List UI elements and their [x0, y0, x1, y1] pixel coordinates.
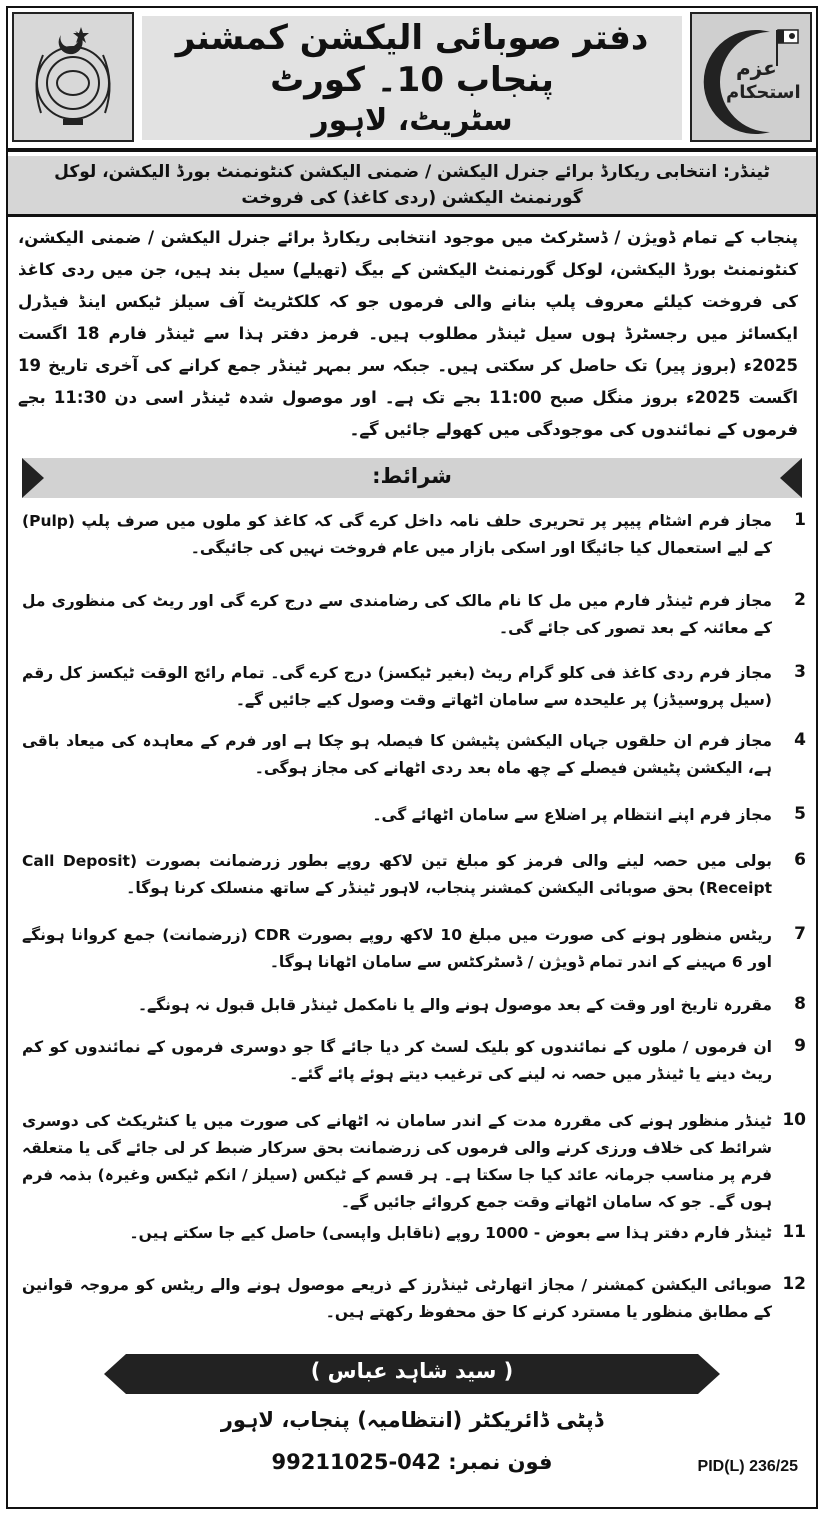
condition-number: 8 — [794, 994, 806, 1014]
logo-text-istehkam: استحکام — [726, 82, 801, 103]
condition-text: صوبائی الیکشن کمشنر / مجاز اتھارٹی ٹینڈرز کے ذریعے موصول ہونے والے ریٹس کو مروجہ قوانین کے مطابق منظور یا مسترد کرنے کا حق محفوظ رکھتے ہیں۔ — [22, 1276, 772, 1321]
title-band — [142, 16, 682, 140]
condition-text: بولی میں حصہ لینے والی فرمز کو مبلغ تین لاکھ روپے بطور زرضمانت بصورت (Call Deposit Receipt) بحق صوبائی الیکشن کمشنر پنجاب، لاہور ٹینڈر کے ساتھ منسلک کرنا ہوگا۔ — [22, 852, 772, 897]
pid-reference: PID(L) 236/25 — [697, 1458, 798, 1475]
condition-text: ریٹس منظور ہونے کی صورت میں مبلغ 10 لاکھ روپے بصورت CDR (زرضمانت) جمع کروانا ہونگے اور 6 مہینے کے اندر تمام ڈویژن / ڈسٹرکٹس سے سامان اٹھانا ہوگا۔ — [22, 926, 772, 971]
condition-number: 3 — [794, 662, 806, 682]
signature-banner — [104, 1354, 720, 1394]
condition-number: 12 — [782, 1274, 806, 1294]
divider — [8, 148, 816, 152]
conditions-heading: شرائط: — [372, 464, 452, 488]
condition-text: ٹینڈر منظور ہونے کی مقررہ مدت کے اندر سامان نہ اٹھانے کی صورت میں یا کنٹریکٹ کی دوسری شرائط کی خلاف ورزی کرنے والی فرموں کی زرضمانت بحق سرکار ضبط کر لی جائے گی یا متعلقہ فرم پر مناسب جرمانہ عائد کیا جا سکتا ہے۔ ہر قسم کے ٹیکس (سیلز / انکم ٹیکس وغیرہ) بذمہ فرم ہوں گے۔ جو کہ سامان اٹھاتے وقت جمع کروائے جائیں گے۔ — [22, 1112, 772, 1211]
intro-paragraph: پنجاب کے تمام ڈویژن / ڈسٹرکٹ میں موجود انتخابی ریکارڈ برائے جنرل الیکشن / ضمنی الیکشن، کنٹونمنٹ بورڈ الیکشن، لوکل گورنمنٹ الیکشن کے بیگ (تھیلے) سیل بند ہیں، جن میں ردی کاغذ کی فروخت کیلئے معروف پلپ بنانے والی فرموں جو کہ کلکٹریٹ آف سیلز ٹیکس اینڈ فیڈرل ایکسائز میں رجسٹرڈ ہوں سیل ٹینڈر مطلوب ہیں۔ فرمز دفتر ہذا سے ٹینڈر فارم 18 اگست 2025ء (بروز پیر) تک حاصل کر سکتی ہیں۔ جبکہ سر بمہر ٹینڈر جمع کرانے کی آخری تاریخ 19 اگست 2025ء بروز منگل صبح 11:00 بجے تک ہے۔ اور موصول شدہ ٹینڈر اسی دن 11:30 بجے فرموں کے نمائندوں کی موجودگی میں کھولے جائیں گے۔ — [18, 228, 798, 439]
header — [8, 8, 816, 148]
condition-text: ٹینڈر فارم دفتر ہذا سے بعوض - 1000 روپے (ناقابل واپسی) حاصل کیے جا سکتے ہیں۔ — [129, 1224, 772, 1242]
condition-number: 6 — [794, 850, 806, 870]
phone-number: فون نمبر: 042-99211025 — [271, 1450, 553, 1474]
officer-designation: ڈپٹی ڈائریکٹر (انتظامیہ) پنجاب، لاہور — [220, 1408, 604, 1432]
condition-text: مجاز فرم اپنے انتظام پر اضلاع سے سامان اٹھائے گی۔ — [372, 806, 772, 824]
condition-text: مجاز فرم اشٹام پیپر پر تحریری حلف نامہ داخل کرے گی کہ کاغذ کو ملوں میں صرف پلپ (Pulp) کے لیے استعمال کیا جائیگا اور اسکی بازار میں عام فروخت نہیں کی جائیگی۔ — [22, 512, 772, 557]
logo-text-azm: عزم — [736, 56, 777, 80]
condition-text: مقررہ تاریخ اور وقت کے بعد موصول ہونے والے یا نامکمل ٹینڈر قابل قبول نہ ہونگے۔ — [137, 996, 772, 1014]
condition-number: 10 — [782, 1110, 806, 1130]
ecp-emblem-icon — [12, 12, 134, 142]
condition-text: ان فرموں / ملوں کے نمائندوں کو بلیک لسٹ کر دیا جائے گا جو دوسری فرموں کے نمائندوں کو کم ریٹ دینے یا ٹینڈر میں حصہ نہ لینے کی ترغیب دیتے ہوئے پائے گئے۔ — [22, 1038, 772, 1083]
condition-number: 7 — [794, 924, 806, 944]
condition-number: 11 — [782, 1222, 806, 1242]
tender-subject: ٹینڈر: انتخابی ریکارڈ برائے جنرل الیکشن / ضمنی الیکشن کنٹونمنٹ بورڈ الیکشن، لوکل گورنمنٹ الیکشن (ردی کاغذ) کی فروخت — [8, 156, 816, 214]
divider — [8, 214, 816, 217]
advertisement-page — [6, 6, 818, 1509]
condition-text: مجاز فرم ان حلقوں جہاں الیکشن پٹیشن کا فیصلہ ہو چکا ہے اور فرم کے معاہدہ کی میعاد باقی ہے، الیکشن پٹیشن فیصلے کے چھ ماہ بعد ردی اٹھانے کی مجاز ہوگی۔ — [22, 732, 772, 777]
condition-text: مجاز فرم ٹینڈر فارم میں مل کا نام مالک کی رضامندی سے درج کرے گی اور ریٹ کی منظوری مل کے معائنہ کے بعد تصور کی جائے گی۔ — [22, 592, 772, 637]
condition-number: 9 — [794, 1036, 806, 1056]
officer-name: ( سید شاہد عباس ) — [310, 1359, 514, 1383]
office-title-line1: دفتر صوبائی الیکشن کمشنر پنجاب 10۔ کورٹ — [175, 17, 649, 101]
office-title-line2: سٹریٹ، لاہور — [311, 102, 513, 138]
condition-text: مجاز فرم ردی کاغذ فی کلو گرام ریٹ (بغیر ٹیکسز) درج کرے گی۔ تمام رائج الوقت ٹیکسز کل رقم (سیل پروسیڈز) پر علیحدہ سے سامان اٹھاتے وقت وصول کیے جائیں گے۔ — [22, 664, 772, 709]
azm-e-istehkam-logo — [690, 12, 812, 142]
conditions-banner — [22, 458, 802, 498]
condition-number: 5 — [794, 804, 806, 824]
condition-number: 1 — [794, 510, 806, 530]
condition-number: 4 — [794, 730, 806, 750]
condition-number: 2 — [794, 590, 806, 610]
